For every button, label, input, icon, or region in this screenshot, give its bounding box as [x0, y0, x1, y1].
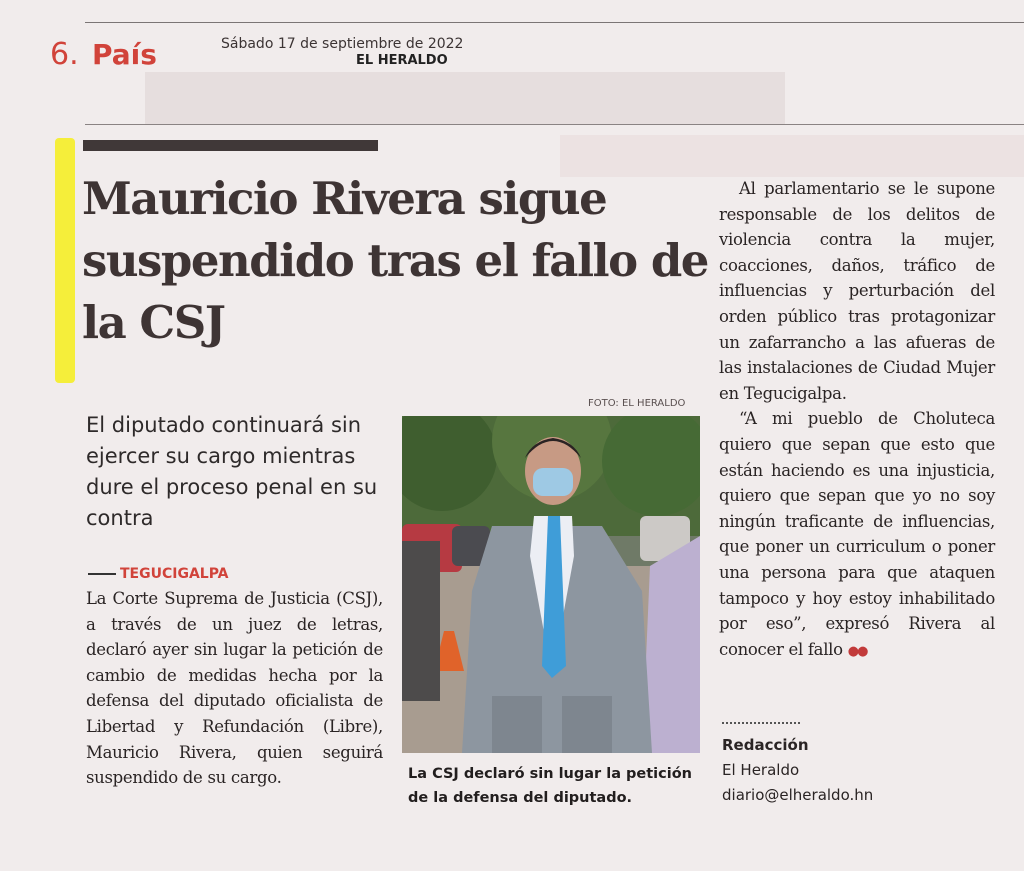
byline-source: El Heraldo — [722, 761, 800, 779]
body-text-left: La Corte Suprema de Justicia (CSJ), a través de un juez de letras, declaró ayer sin lugar la petición de cambio de medidas hecha por la defensa del diputado oficialista de Libertad y Refundación (Libre), Mauricio Rivera, quien seguirá suspendido de su cargo. — [86, 589, 383, 788]
dateline — [88, 566, 229, 582]
header-rule — [85, 124, 1024, 125]
body-paragraph-quote — [719, 406, 995, 664]
publication-date: Sábado 17 de septiembre de 2022 — [221, 36, 464, 52]
headline: Mauricio Rivera sigue suspendido tras el fallo de la CSJ — [82, 172, 708, 349]
byline-rule — [722, 722, 800, 724]
newspaper-name: EL HERALDO — [356, 53, 448, 68]
byline-author: Redacción — [722, 736, 809, 754]
article-photo — [402, 416, 700, 753]
quote-text: “A mi pueblo de Choluteca quiero que sepan que esto que están haciendo es una injusticia, quiero que sepan que yo no soy ningún traficante de influencias, que poner un curriculum o poner una persona para que ataquen tampoco y hoy estoy inhabilitado por eso”, expresó Rivera al conocer el fallo — [719, 409, 995, 659]
body-paragraph: Al parlamentario se le supone responsable de los delitos de violencia contra la mujer, coacciones, daños, tráfico de influencias y perturbación del orden público tras protagonizar un zafarrancho a las afueras de las instalaciones de Ciudad Mujer en Tegucigalpa. — [719, 179, 995, 403]
byline-email: diario@elheraldo.hn — [722, 786, 874, 804]
end-mark: ●● — [847, 643, 867, 659]
body-text-right — [719, 176, 995, 664]
photo-caption: La CSJ declaró sin lugar la petición de la defensa del diputado. — [408, 766, 692, 806]
dateline-city: TEGUCIGALPA — [120, 566, 229, 582]
section-name: País — [92, 38, 157, 71]
photo-credit: FOTO: EL HERALDO — [588, 398, 686, 409]
page-number: 6. — [50, 37, 79, 72]
highlighter-mark — [55, 138, 75, 383]
top-rule — [85, 22, 1024, 23]
dateline-dash — [88, 573, 116, 575]
show-through-band — [145, 72, 785, 124]
headline-bar — [83, 140, 378, 151]
deck: El diputado continuará sin ejercer su cargo mientras dure el proceso penal en su contra — [86, 413, 378, 530]
